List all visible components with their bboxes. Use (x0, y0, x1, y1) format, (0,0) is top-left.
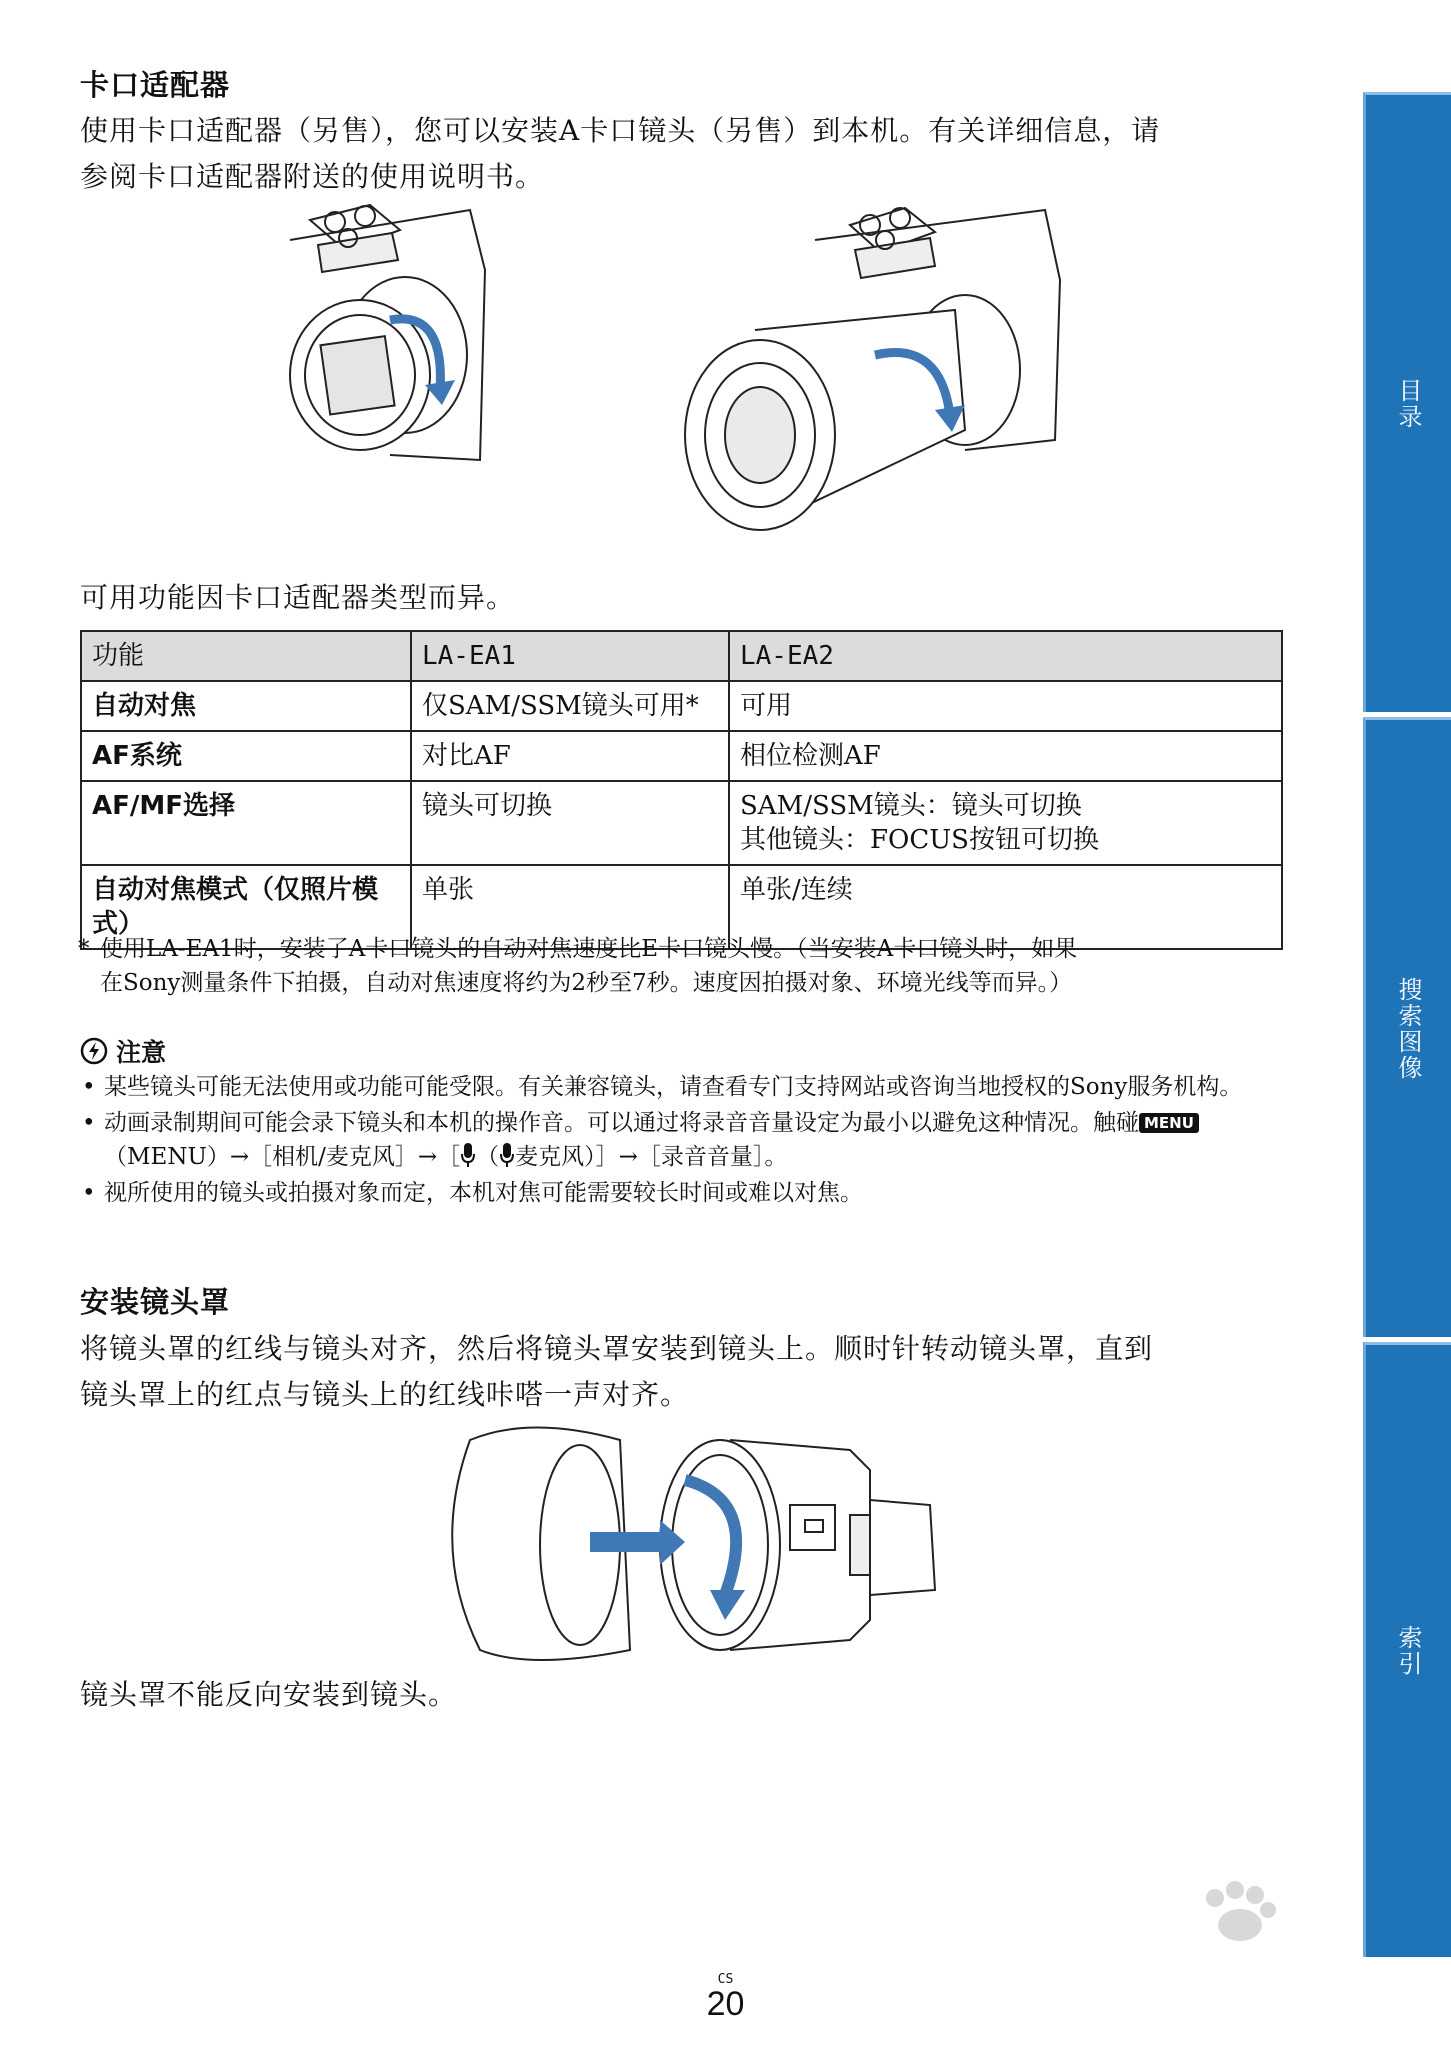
adaptor-attach-illustration-right (665, 200, 1065, 540)
microphone-icon (460, 1142, 476, 1168)
table-cell: 可用 (729, 681, 1282, 731)
table-cell: 自动对焦 (81, 681, 411, 731)
table-cell: 单张/连续 (729, 865, 1282, 949)
note-item-text: （ (476, 1144, 500, 1170)
tab-contents[interactable] (1363, 92, 1451, 712)
table-cell-multiline (729, 781, 1282, 865)
section-title-lens-hood: 安装镜头罩 (80, 1285, 231, 1319)
intro-line-2: 参阅卡口适配器附送的使用说明书。 (80, 160, 545, 193)
table-cell: 对比AF (411, 731, 729, 781)
page-language-code: CS (717, 1972, 734, 1987)
table-header-cell: LA-EA2 (729, 631, 1282, 681)
notes-heading (80, 1033, 166, 1069)
table-cell: 相位检测AF (729, 731, 1282, 781)
tab-search-image-label: 搜索图像 (1394, 976, 1422, 1081)
note-item: • 视所使用的镜头或拍摄对象而定，本机对焦可能需要较长时间或难以对焦。 (80, 1176, 1290, 1210)
table-cell-line: 其他镜头：FOCUS按钮可切换 (740, 825, 1099, 855)
page-number-value: 20 (706, 1985, 745, 2023)
table-header-cell: 功能 (81, 631, 411, 681)
table-cell: 仅SAM/SSM镜头可用* (411, 681, 729, 731)
tab-contents-label: 目录 (1394, 377, 1422, 430)
notes-list (80, 1070, 1290, 1212)
footnote-marker: * (78, 936, 90, 962)
adaptor-attach-illustration-left (270, 200, 500, 470)
table-cell: AF/MF选择 (81, 781, 411, 865)
intro-paragraph (80, 108, 1280, 200)
tab-index[interactable] (1363, 1342, 1451, 1957)
adaptor-caption: 可用功能因卡口适配器类型而异。 (80, 581, 516, 614)
lens-hood-line-2: 镜头罩上的红点与镜头上的红线咔嗒一声对齐。 (80, 1378, 690, 1411)
table-row (81, 781, 1282, 865)
table-row (81, 731, 1282, 781)
lens-hood-paragraph (80, 1326, 1280, 1418)
table-cell: 自动对焦模式（仅照片模式） (81, 865, 411, 949)
footnote-line-1: 使用LA-EA1时，安装了A卡口镜头的自动对焦速度比E卡口镜头慢。（当安装A卡口镜头时，如果 (100, 936, 1078, 962)
note-item-text: 动画录制期间可能会录下镜头和本机的操作音。可以通过将录音音量设定为最小以避免这种情况。触碰 (104, 1110, 1139, 1136)
lens-hood-line-1: 将镜头罩的红线与镜头对齐，然后将镜头罩安装到镜头上。顺时针转动镜头罩，直到 (80, 1332, 1154, 1365)
tab-index-label: 索引 (1394, 1625, 1422, 1677)
table-cell: AF系统 (81, 731, 411, 781)
table-header-cell: LA-EA1 (411, 631, 729, 681)
table-row (81, 681, 1282, 731)
notes-title: 注意 (116, 1038, 167, 1067)
menu-icon: MENU (1139, 1113, 1199, 1133)
caution-icon (80, 1037, 108, 1065)
microphone-icon (499, 1142, 515, 1168)
table-cell: 单张 (411, 865, 729, 949)
lens-hood-caption: 镜头罩不能反向安装到镜头。 (80, 1678, 458, 1711)
note-item-text: （MENU）→［相机/麦克风］→［ (104, 1144, 461, 1170)
intro-line-1: 使用卡口适配器（另售），您可以安装A卡口镜头（另售）到本机。有关详细信息，请 (80, 114, 1161, 147)
note-item-text: 麦克风）］→［录音音量］。 (515, 1144, 788, 1170)
section-title-mount-adaptor: 卡口适配器 (80, 68, 231, 102)
footnote-line-2: 在Sony测量条件下拍摄，自动对焦速度将约为2秒至7秒。速度因拍摄对象、环境光线等而异。） (100, 970, 1073, 996)
table-cell-line: SAM/SSM镜头：镜头可切换 (740, 791, 1082, 821)
baidu-paw-logo (1020, 1880, 1360, 2010)
table-footnote (78, 932, 1288, 1000)
baidu-watermark (1020, 1880, 1360, 2014)
adaptor-function-table (80, 630, 1283, 950)
table-header-row (81, 631, 1282, 681)
note-item: • 某些镜头可能无法使用或功能可能受限。有关兼容镜头，请查看专门支持网站或咨询当地授权的Sony服务机构。 (80, 1070, 1290, 1104)
table-cell: 镜头可切换 (411, 781, 729, 865)
note-item (80, 1106, 1290, 1174)
lens-hood-illustration (430, 1420, 950, 1670)
tab-search-image[interactable] (1363, 717, 1451, 1337)
